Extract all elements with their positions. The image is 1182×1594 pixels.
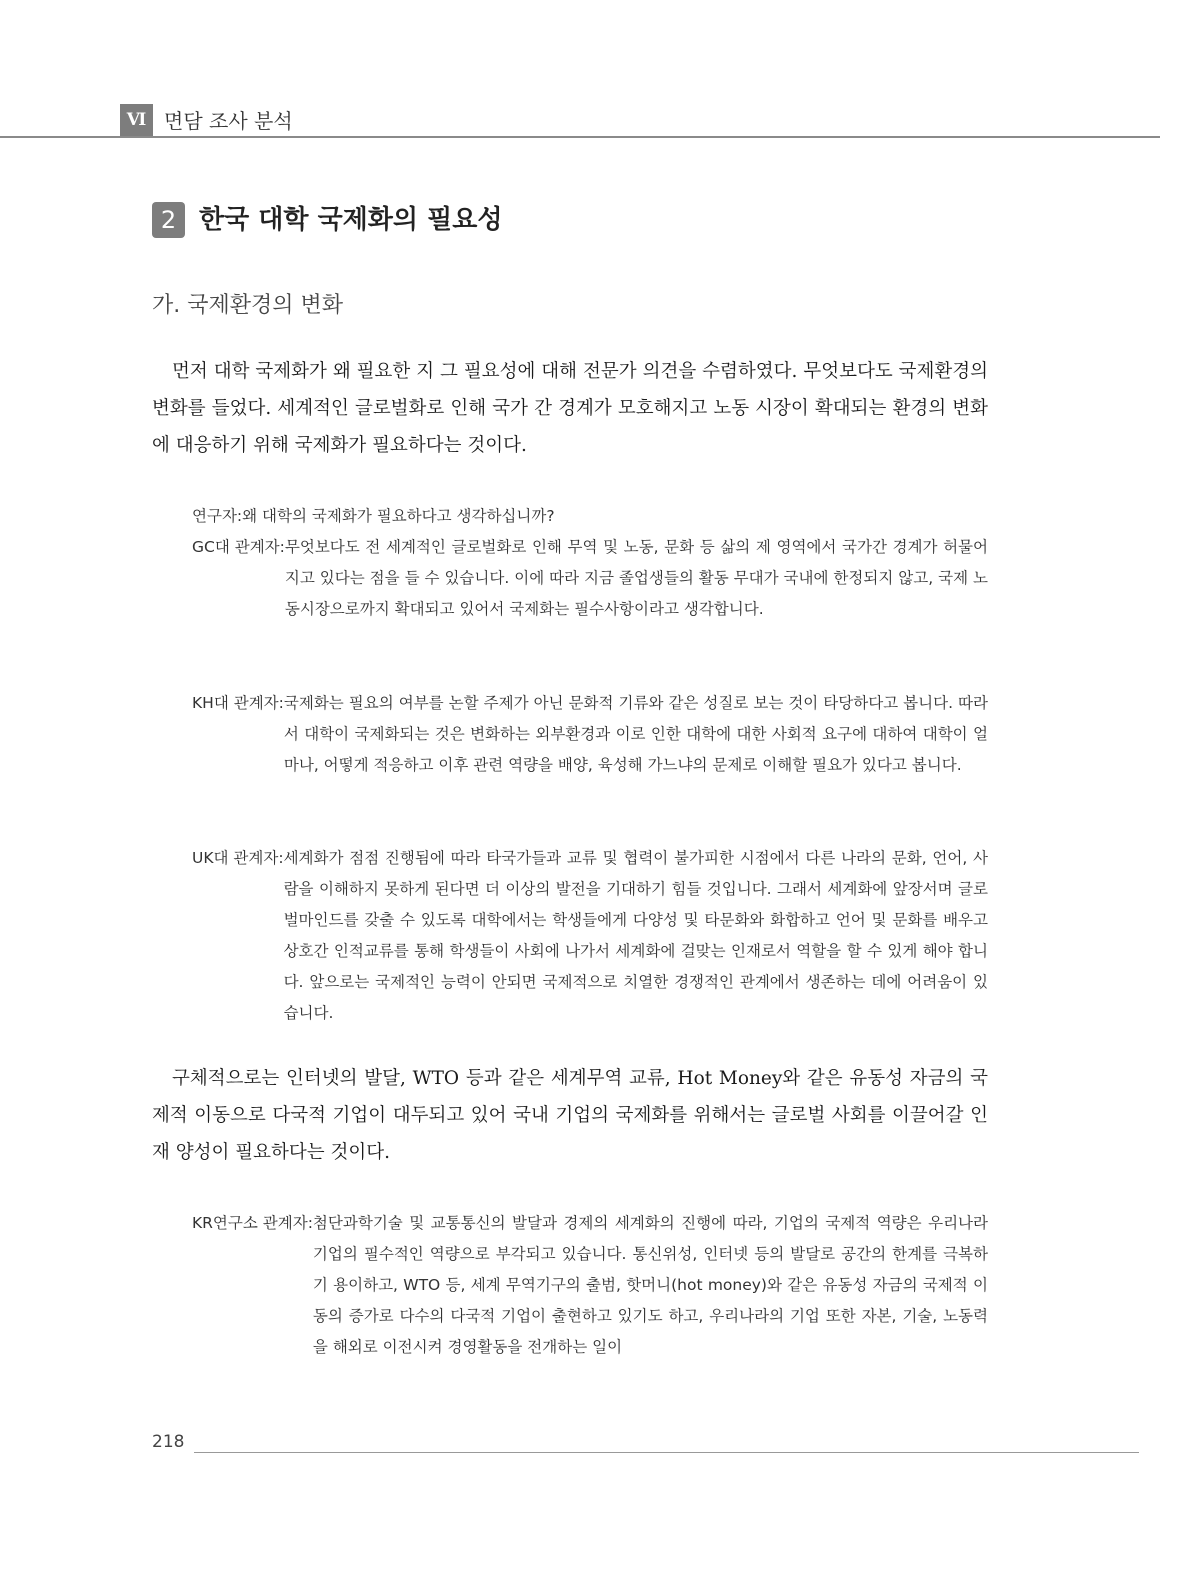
running-header — [0, 104, 1160, 138]
interview-block-kh — [192, 688, 988, 781]
interview-text: 왜 대학의 국제화가 필요하다고 생각하십니까? — [242, 507, 555, 525]
body-paragraph-2: 구체적으로는 인터넷의 발달, WTO 등과 같은 세계무역 교류, Hot Money와 같은 유동성 자금의 국제적 이동으로 다국적 기업이 대두되고 있어 국내 기업의 국제화를 위해서는 글로벌 사회를 이끌어갈 인재 양성이 필요하다는 것이다. — [152, 1068, 988, 1163]
interview-block-researcher — [192, 501, 988, 532]
chapter-title: 면담 조사 분석 — [164, 109, 293, 133]
header-rule — [0, 136, 1160, 138]
section-title: 한국 대학 국제화의 필요성 — [199, 205, 503, 235]
interview-text: 무엇보다도 전 세계적인 글로벌화로 인해 무역 및 노동, 문화 등 삶의 제 영역에서 국가간 경계가 허물어지고 있다는 점을 들 수 있습니다. 이에 따라 지금 졸업생들의 활동 무대가 국내에 한정되지 않고, 국제 노동시장으로까지 확대되고 있어서 국제화는 필수사항이라고 생각합니다. — [284, 538, 988, 618]
chapter-badge: Ⅵ — [120, 104, 153, 136]
footer-rule — [194, 1452, 1139, 1453]
interview-text: 첨단과학기술 및 교통통신의 발달과 경제의 세계화의 진행에 따라, 기업의 국제적 역량은 우리나라 기업의 필수적인 역량으로 부각되고 있습니다. 통신위성, 인터넷 등의 발달로 공간의 한계를 극복하기 용이하고, WTO 등, 세계 무역기구의 출범, 핫머니(hot money)와 같은 유동성 자금의 국제적 이동의 증가로 다수의 다국적 기업이 출현하고 있기도 하고, 우리나라의 기업 또한 자본, 기술, 노동력을 해외로 이전시켜 경영활동을 전개하는 일이 — [312, 1214, 988, 1356]
subsection-heading: 가. 국제환경의 변화 — [152, 293, 343, 318]
page-number: 218 — [152, 1432, 185, 1452]
interview-block-kr — [192, 1208, 988, 1370]
interview-speaker: UK대 관계자: — [192, 849, 284, 867]
interview-text: 세계화가 점점 진행됨에 따라 타국가들과 교류 및 협력이 불가피한 시점에서 다른 나라의 문화, 언어, 사람을 이해하지 못하게 된다면 더 이상의 발전을 기대하기 힘들 것입니다. 그래서 세계화에 앞장서며 글로벌마인드를 갖출 수 있도록 대학에서는 학생들에게 다양성 및 타문화와 화합하고 언어 및 문화를 배우고 상호간 인적교류를 통해 학생들이 사회에 나가서 세계화에 걸맞는 인재로서 역할을 할 수 있게 해야 합니다. 앞으로는 국제적인 능력이 안되면 국제적으로 치열한 경쟁적인 관계에서 생존하는 데에 어려움이 있습니다. — [283, 849, 988, 1022]
interview-speaker: GC대 관계자: — [192, 538, 285, 556]
interview-block-gc — [192, 532, 988, 625]
interview-speaker: KH대 관계자: — [192, 694, 284, 712]
interview-speaker: KR연구소 관계자: — [192, 1214, 313, 1232]
section-number-badge: 2 — [152, 202, 185, 238]
interview-block-uk — [192, 843, 988, 1029]
section-heading — [152, 202, 502, 238]
interview-text: 국제화는 필요의 여부를 논할 주제가 아닌 문화적 기류와 같은 성질로 보는 것이 타당하다고 봅니다. 따라서 대학이 국제화되는 것은 변화하는 외부환경과 이로 인한 대학에 대한 사회적 요구에 대하여 대학이 얼마나, 어떻게 적응하고 이후 관련 역량을 배양, 육성해 가느냐의 문제로 이해할 필요가 있다고 봅니다. — [283, 694, 988, 774]
body-paragraph-1: 먼저 대학 국제화가 왜 필요한 지 그 필요성에 대해 전문가 의견을 수렴하였다. 무엇보다도 국제환경의 변화를 들었다. 세계적인 글로벌화로 인해 국가 간 경계가 모호해지고 노동 시장이 확대되는 환경의 변화에 대응하기 위해 국제화가 필요하다는 것이다. — [152, 361, 988, 456]
interview-speaker: 연구자: — [192, 507, 243, 525]
